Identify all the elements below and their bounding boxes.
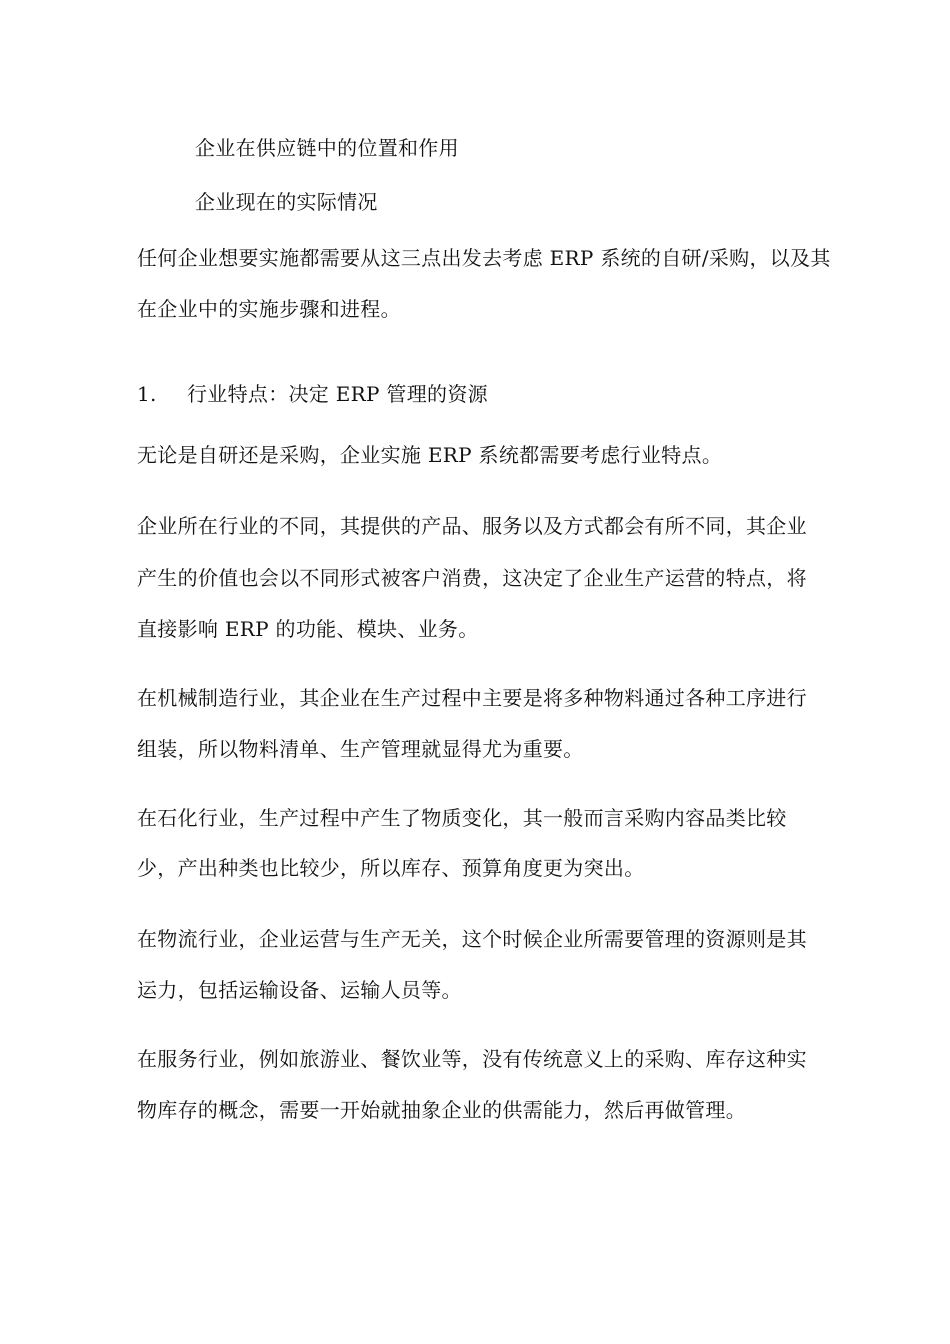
paragraph-line: 在物流行业，企业运营与生产无关，这个时候企业所需要管理的资源则是其 — [137, 927, 807, 951]
paragraph-line: 物库存的概念，需要一开始就抽象企业的供需能力，然后再做管理。 — [137, 1098, 746, 1122]
paragraph-line: 组装，所以物料清单、生产管理就显得尤为重要。 — [137, 737, 584, 761]
paragraph-line: 产生的价值也会以不同形式被客户消费，这决定了企业生产运营的特点，将 — [137, 566, 807, 590]
list-item: 企业在供应链中的位置和作用 — [195, 136, 459, 160]
paragraph-line: 任何企业想要实施都需要从这三点出发去考虑 ERP 系统的自研/采购，以及其 — [137, 246, 831, 270]
paragraph-line: 企业所在行业的不同，其提供的产品、服务以及方式都会有所不同，其企业 — [137, 514, 807, 538]
paragraph-line: 运力，包括运输设备、运输人员等。 — [137, 978, 462, 1002]
section-title: 行业特点：决定 ERP 管理的资源 — [187, 382, 488, 406]
paragraph-line: 在服务行业，例如旅游业、餐饮业等，没有传统意义上的采购、库存这种实 — [137, 1047, 807, 1071]
paragraph-line: 在机械制造行业，其企业在生产过程中主要是将多种物料通过各种工序进行 — [137, 686, 807, 710]
section-heading — [137, 379, 837, 409]
section-number: 1. — [137, 382, 157, 406]
list-item: 企业现在的实际情况 — [195, 190, 378, 214]
paragraph-line: 直接影响 ERP 的功能、模块、业务。 — [137, 617, 479, 641]
paragraph-line: 在石化行业，生产过程中产生了物质变化，其一般而言采购内容品类比较 — [137, 806, 787, 830]
paragraph-line: 少，产出种类也比较少，所以库存、预算角度更为突出。 — [137, 856, 645, 880]
paragraph-line: 无论是自研还是采购，企业实施 ERP 系统都需要考虑行业特点。 — [137, 443, 723, 467]
paragraph-line: 在企业中的实施步骤和进程。 — [137, 297, 401, 321]
